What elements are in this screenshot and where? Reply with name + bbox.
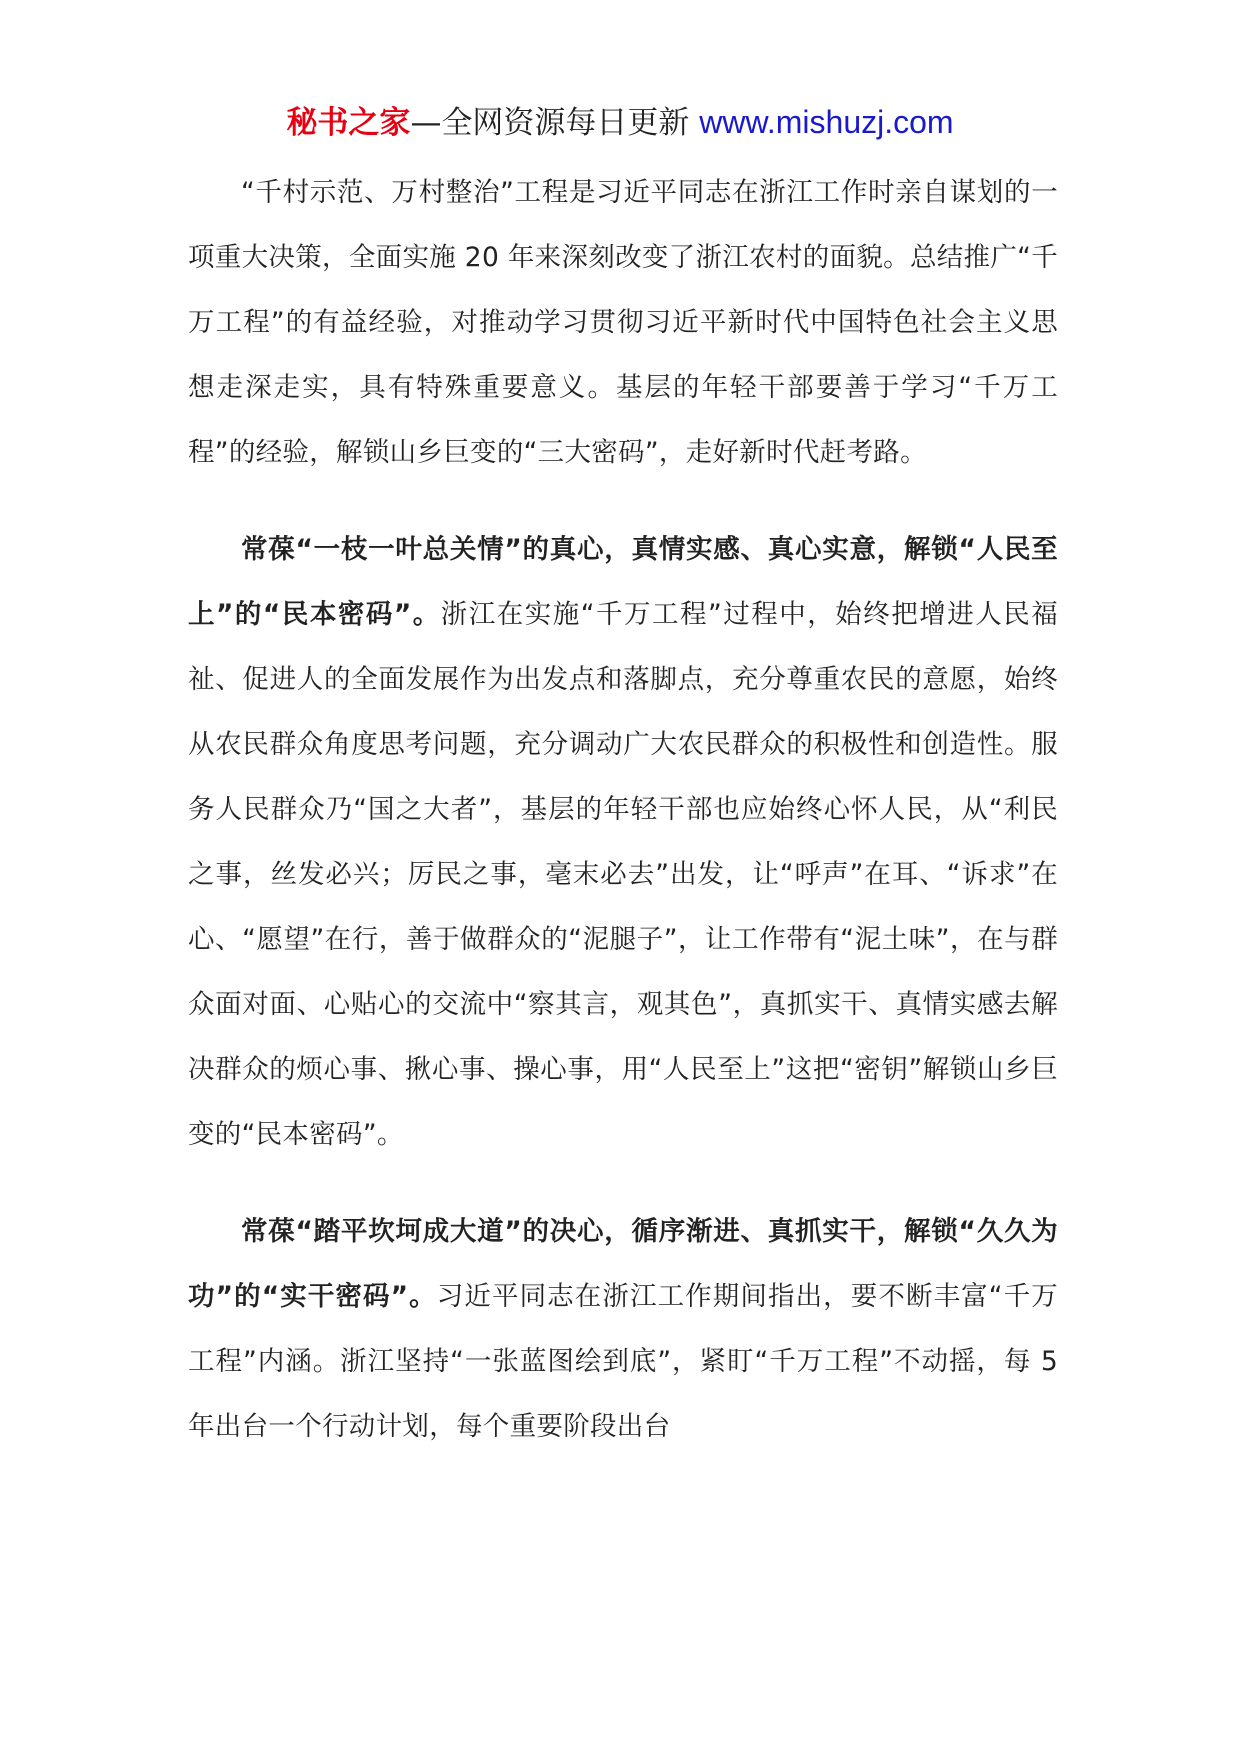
website-link[interactable]: www.mishuzj.com [699,104,954,140]
paragraph-text: 习近平同志在浙江工作期间指出，要不断丰富“千万工程”内涵。浙江坚持“一张蓝图绘到底”，紧盯“千万工程”不动摇，每 5 年出台一个行动计划，每个重要阶段出台 [188,1281,1059,1442]
paragraph-intro [188,160,1058,485]
paragraph-people-first [188,517,1058,1167]
header-slogan: —全网资源每日更新 [410,105,700,141]
brand-name: 秘书之家 [286,105,411,141]
paragraph-text: 浙江在实施“千万工程”过程中，始终把增进人民福祉、促进人的全面发展作为出发点和落脚点，充分尊重农民的意愿，始终从农民群众角度思考问题，充分调动广大农民群众的积极性和创造性。服务人民群众乃“国之大者”，基层的年轻干部也应始终心怀人民，从“利民之事，丝发必兴；厉民之事，毫末必去”出发，让“呼声”在耳、“诉求”在心、“愿望”在行，善于做群众的“泥腿子”，让工作带有“泥土味”，在与群众面对面、心贴心的交流中“察其言，观其色”，真抓实干、真情实感去解决群众的烦心事、揪心事、操心事，用“人民至上”这把“密钥”解锁山乡巨变的“民本密码”。 [188,599,1059,1150]
paragraph-persistence [188,1199,1058,1459]
paragraph-text: “千村示范、万村整治”工程是习近平同志在浙江工作时亲自谋划的一项重大决策，全面实施 20 年来深刻改变了浙江农村的面貌。总结推广“千万工程”的有益经验，对推动学习贯彻习近平新时代中国特色社会主义思想走深走实，具有特殊重要意义。基层的年轻干部要善于学习“千万工程”的经验，解锁山乡巨变的“三大密码”，走好新时代赶考路。 [188,177,1058,468]
article-body [188,160,1058,1459]
paragraph-lead: 常葆“踏平坎坷成大道”的决心，循序渐进、真抓实干，解锁“久久为功”的“实干密码”。 [188,1216,1058,1312]
page-header [0,100,1240,145]
paragraph-lead: 常葆“一枝一叶总关情”的真心，真情实感、真心实意，解锁“人民至上”的“民本密码”。 [188,534,1058,630]
